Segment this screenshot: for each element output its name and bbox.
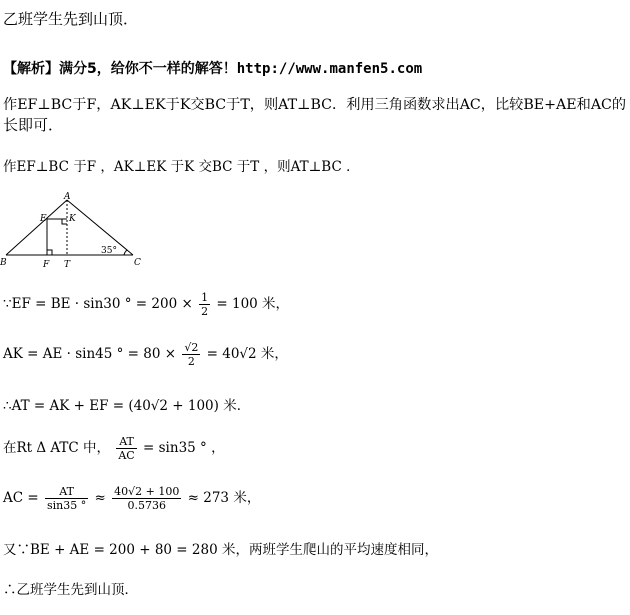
label-e: E bbox=[40, 214, 47, 224]
equation-sum: 又∵BE + AE = 200 + 80 = 280 米，两班学生爬山的平均速度相同， bbox=[3, 542, 438, 558]
eq5-approx2: ≈ 273 米， bbox=[187, 490, 261, 506]
eq1-lhs: ∵EF = BE · sin30 ° = 200 × bbox=[3, 296, 193, 312]
eq5-lhs: AC = bbox=[3, 490, 39, 506]
eq4-den: AC bbox=[118, 449, 135, 462]
eq5-den2: 0.5736 bbox=[127, 499, 166, 512]
eq1-fraction bbox=[199, 292, 210, 317]
eq2-rhs: = 40√2 米， bbox=[206, 346, 288, 362]
conclusion-top: 乙班学生先到山顶． bbox=[3, 10, 139, 28]
analysis-slogan: 满分5，给你不一样的解答！ bbox=[59, 61, 237, 77]
eq5-den1: sin35 ° bbox=[46, 499, 87, 512]
eq5-fraction-1 bbox=[45, 486, 88, 511]
conclusion-bottom: ∴乙班学生先到山顶． bbox=[3, 582, 138, 598]
eq1-rhs: = 100 米， bbox=[216, 296, 290, 312]
label-angle: 35° bbox=[101, 246, 117, 256]
right-angle-f bbox=[47, 250, 52, 255]
equation-ak bbox=[3, 342, 288, 367]
eq1-num: 1 bbox=[201, 291, 209, 304]
analysis-url: http://www.manfen5.com bbox=[236, 61, 423, 77]
eq2-den: 2 bbox=[187, 355, 195, 368]
label-b: B bbox=[0, 258, 7, 268]
side-ba bbox=[6, 200, 67, 255]
analysis-header bbox=[3, 58, 422, 78]
eq5-num2: 40√2 + 100 bbox=[114, 485, 180, 498]
angle-arc-c bbox=[124, 250, 127, 255]
eq4-num: AT bbox=[116, 436, 136, 449]
eq2-fraction bbox=[182, 342, 200, 367]
eq2-num: √2 bbox=[184, 341, 199, 354]
right-angle-k bbox=[62, 219, 67, 224]
triangle-figure bbox=[0, 190, 150, 270]
label-c: C bbox=[134, 258, 141, 268]
label-t: T bbox=[64, 260, 71, 270]
eq4-lhs: 在Rt Δ ATC 中， bbox=[3, 440, 111, 456]
side-ac bbox=[67, 200, 133, 255]
eq1-den: 2 bbox=[201, 305, 209, 318]
eq5-num1: AT bbox=[45, 486, 88, 499]
equation-sin bbox=[3, 436, 225, 461]
label-f: F bbox=[43, 260, 50, 270]
equation-ac bbox=[3, 486, 260, 511]
eq5-approx1: ≈ bbox=[94, 490, 106, 506]
eq2-lhs: AK = AE · sin45 ° = 80 × bbox=[3, 346, 177, 362]
eq4-fraction bbox=[116, 436, 136, 461]
method-line-1: 作EF⊥BC于F，AK⊥EK于K交BC于T，则AT⊥BC．利用三角函数求出AC，比较BE+AE和AC的 bbox=[3, 97, 627, 113]
equation-at: ∴AT = AK + EF = (40√2 + 100) 米． bbox=[3, 398, 251, 414]
eq4-rhs: = sin35 ° ， bbox=[143, 440, 225, 456]
eq5-fraction-2 bbox=[112, 486, 181, 511]
solution-intro: 作EF⊥BC 于F ，AK⊥EK 于K 交BC 于T ，则AT⊥BC ． bbox=[3, 159, 360, 175]
label-k: K bbox=[69, 214, 76, 224]
method-line-2: 长即可． bbox=[3, 116, 64, 134]
label-a: A bbox=[64, 192, 71, 202]
equation-ef bbox=[3, 292, 289, 317]
analysis-tag: 【解析】 bbox=[3, 61, 59, 77]
